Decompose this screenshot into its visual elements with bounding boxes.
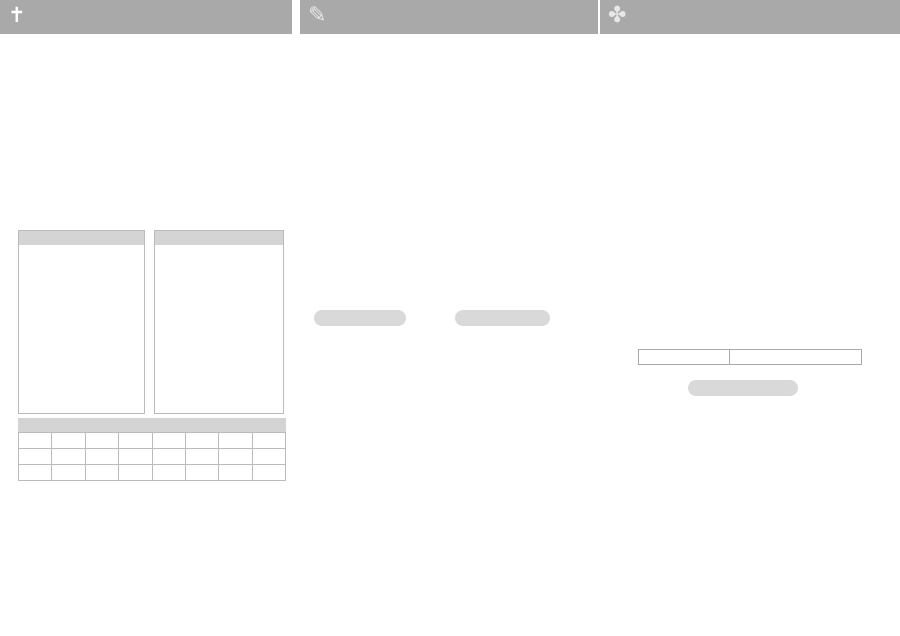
newcomers-title xyxy=(18,418,286,432)
worship-schedule-title xyxy=(314,310,406,326)
dawn-title xyxy=(155,231,283,245)
column-offerings xyxy=(600,0,900,636)
column-thanks xyxy=(300,0,598,636)
servants-title xyxy=(455,310,550,326)
cross-icon: ✝ xyxy=(8,3,26,27)
offering-total xyxy=(638,349,862,365)
wednesday-prayer-box xyxy=(18,230,145,414)
total-label xyxy=(639,350,730,364)
newcomers-table xyxy=(18,432,286,481)
wednesday-title xyxy=(19,231,144,245)
newcomers-box xyxy=(18,418,286,502)
header-offerings xyxy=(600,0,900,34)
pen-icon: ✎ xyxy=(308,3,327,28)
header-thanks xyxy=(300,0,598,34)
gift-icon: ✤ xyxy=(608,3,627,28)
header-afternoon-worship xyxy=(0,0,292,34)
column-sunday-afternoon xyxy=(0,0,292,636)
total-value xyxy=(730,350,861,364)
prayer-title xyxy=(688,380,798,396)
dawn-prayer-box xyxy=(154,230,284,414)
